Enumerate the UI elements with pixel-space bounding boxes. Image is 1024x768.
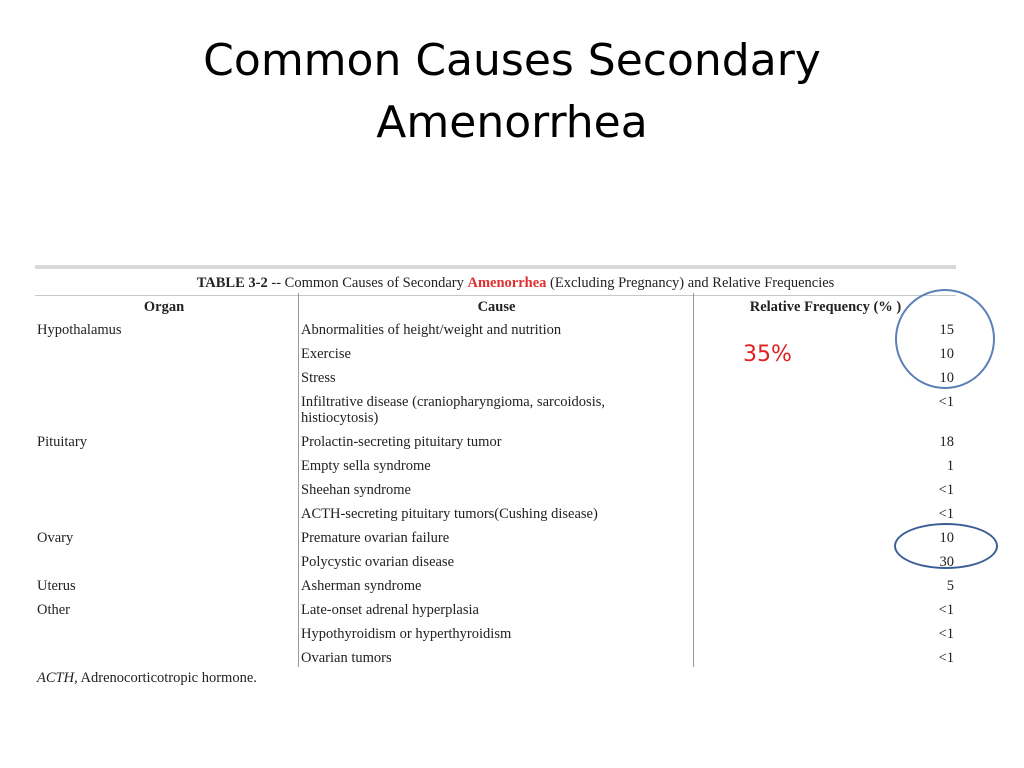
row-organ: Uterus xyxy=(37,578,76,594)
slide-title-line-1: Common Causes Secondary xyxy=(203,35,821,86)
table-row xyxy=(35,646,956,670)
table-row xyxy=(35,550,956,574)
table-row xyxy=(35,622,956,646)
row-cause: Exercise xyxy=(301,346,351,362)
row-cause: Stress xyxy=(301,370,336,386)
column-divider-cause-frequency xyxy=(693,293,694,667)
table-row xyxy=(35,318,956,342)
row-frequency: 15 xyxy=(939,322,954,338)
row-organ: Pituitary xyxy=(37,434,87,450)
row-frequency: <1 xyxy=(938,602,954,618)
row-frequency: 10 xyxy=(939,370,954,386)
row-cause: Premature ovarian failure xyxy=(301,530,450,546)
row-organ: Ovary xyxy=(37,530,74,546)
row-frequency: <1 xyxy=(938,482,954,498)
table-header-row xyxy=(35,296,956,318)
table-row xyxy=(35,390,956,430)
row-frequency: 5 xyxy=(946,578,954,594)
table-body xyxy=(35,318,956,670)
hypothalamus-highlight-circle xyxy=(895,289,995,389)
table-caption-pre: -- Common Causes of Secondary xyxy=(267,275,468,291)
table-row xyxy=(35,502,956,526)
row-cause: Prolactin-secreting pituitary tumor xyxy=(301,434,502,450)
header-cause: Cause xyxy=(477,299,516,315)
row-cause: Late-onset adrenal hyperplasia xyxy=(301,602,479,618)
table-top-rule xyxy=(35,265,956,269)
table-row xyxy=(35,430,956,454)
row-cause: Empty sella syndrome xyxy=(301,458,431,474)
row-frequency: <1 xyxy=(938,650,954,666)
table-row xyxy=(35,574,956,598)
row-cause: Asherman syndrome xyxy=(301,578,422,594)
row-frequency: 10 xyxy=(939,530,954,546)
row-frequency: 30 xyxy=(939,554,954,570)
row-cause: Hypothyroidism or hyperthyroidism xyxy=(301,626,512,642)
row-cause: Ovarian tumors xyxy=(301,650,392,666)
table-row xyxy=(35,478,956,502)
slide-title xyxy=(100,30,924,154)
row-frequency: 10 xyxy=(939,346,954,362)
header-organ: Organ xyxy=(143,299,185,315)
row-frequency: <1 xyxy=(938,626,954,642)
table-row xyxy=(35,342,956,366)
table-row xyxy=(35,526,956,550)
footnote-text: Adrenocorticotropic hormone. xyxy=(77,670,257,686)
row-cause: Infiltrative disease (craniopharyngioma, sarcoidosis, histiocytosis) xyxy=(301,394,605,426)
row-organ: Hypothalamus xyxy=(37,322,122,338)
column-divider-organ-cause xyxy=(298,293,299,667)
row-frequency: <1 xyxy=(938,506,954,522)
row-cause: ACTH-secreting pituitary tumors(Cushing disease) xyxy=(301,506,598,522)
row-cause: Abnormalities of height/weight and nutrition xyxy=(301,322,562,338)
footnote-abbr: ACTH, xyxy=(37,670,78,686)
table-row xyxy=(35,598,956,622)
table-caption-label: TABLE 3-2 xyxy=(196,275,268,291)
row-cause: Polycystic ovarian disease xyxy=(301,554,455,570)
table-footnote xyxy=(37,670,257,687)
table-row xyxy=(35,454,956,478)
row-organ: Other xyxy=(37,602,71,618)
row-frequency: <1 xyxy=(938,394,954,410)
header-frequency: Relative Frequency (% ) xyxy=(749,299,902,315)
annotation-35-percent: 35% xyxy=(743,342,792,367)
row-frequency: 1 xyxy=(946,458,954,474)
row-cause: Sheehan syndrome xyxy=(301,482,411,498)
table-caption xyxy=(35,275,956,291)
slide-title-line-2: Amenorrhea xyxy=(376,97,648,148)
table-caption-post: (Excluding Pregnancy) and Relative Frequencies xyxy=(546,275,835,291)
table-row xyxy=(35,366,956,390)
row-frequency: 18 xyxy=(939,434,954,450)
frequency-table xyxy=(35,265,956,670)
table-caption-highlight: Amenorrhea xyxy=(467,275,547,291)
ovary-highlight-ellipse xyxy=(894,523,998,569)
